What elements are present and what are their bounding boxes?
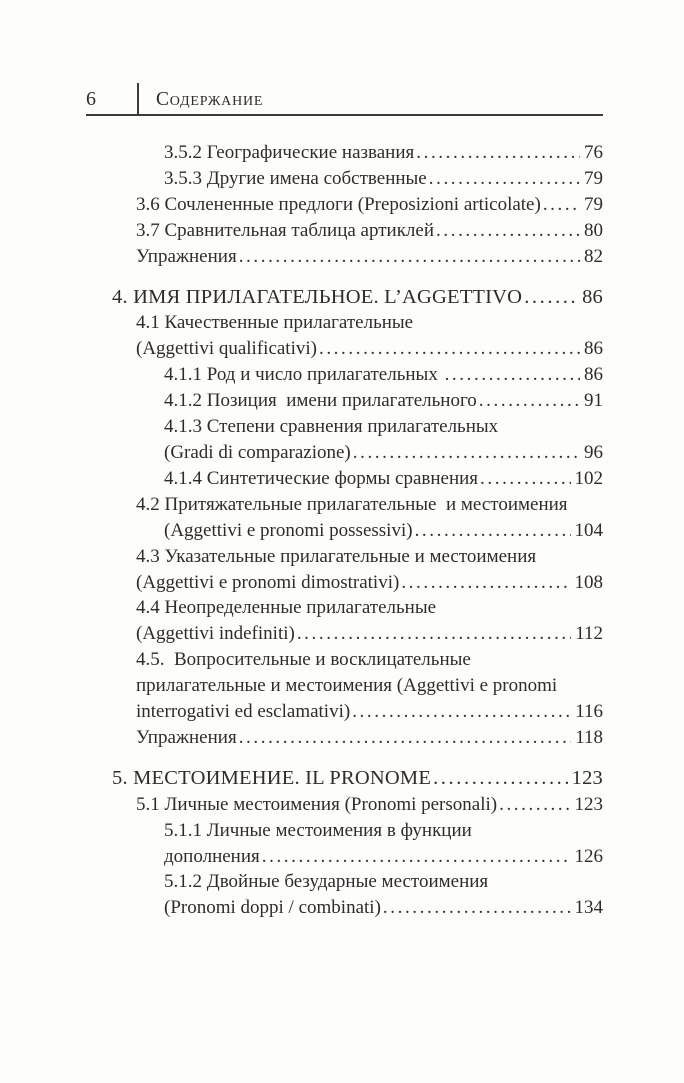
toc-page-number: 79: [584, 167, 603, 189]
toc-dots: [351, 440, 580, 466]
toc-dots: [427, 166, 580, 192]
toc-dots: [350, 699, 571, 725]
toc-entry-text: (Gradi di comparazione): [164, 441, 351, 463]
toc-entry: [86, 466, 603, 492]
toc-dots: [443, 362, 580, 388]
toc-list: [86, 140, 603, 921]
toc-page-number: 82: [584, 245, 603, 267]
toc-dots: [541, 192, 580, 218]
toc-page-number: 112: [575, 623, 603, 645]
toc-entry: [86, 336, 603, 362]
toc-entry: [86, 218, 603, 244]
toc-dots: [237, 244, 580, 270]
toc-entry-text: (Aggettivi e pronomi possessivi): [164, 519, 413, 541]
toc-entry: [86, 673, 603, 699]
toc-entry: [86, 310, 603, 336]
toc-dots: [413, 518, 571, 544]
toc-entry: [86, 792, 603, 818]
page-number: 6: [86, 88, 96, 110]
toc-dots: [478, 466, 570, 492]
toc-entry-text: 4.2 Притяжательные прилагательные и местоимения: [136, 493, 568, 515]
toc-page-number: 79: [584, 193, 603, 215]
toc-entry: [86, 166, 603, 192]
toc-dots: [431, 766, 568, 792]
toc-entry: [86, 844, 603, 870]
toc-entry: [86, 492, 603, 518]
toc-entry: [86, 766, 603, 792]
toc-page-number: 96: [584, 441, 603, 463]
toc-dots: [434, 218, 580, 244]
toc-dots: [381, 895, 571, 921]
toc-dots: [317, 336, 580, 362]
toc-entry-text: 3.7 Сравнительная таблица артиклей: [136, 219, 435, 241]
toc-page-number: 126: [574, 845, 603, 867]
toc-entry-text: 4.4 Неопределенные прилагательные: [136, 597, 437, 619]
toc-page-number: 123: [571, 766, 603, 789]
toc-dots: [414, 140, 580, 166]
toc-dots: [477, 388, 580, 414]
toc-entry-text: 5.1 Личные местоимения (Pronomi personali): [136, 793, 498, 815]
toc-page-number: 116: [575, 701, 603, 723]
toc-entry: [86, 595, 603, 621]
toc-page-number: 134: [574, 897, 603, 919]
toc-entry-text: 3.5.3 Другие имена собственные: [164, 167, 427, 189]
running-head: [86, 83, 603, 116]
toc-entry: [86, 414, 603, 440]
toc-entry-text: Упражнения: [136, 726, 237, 748]
toc-entry: [86, 895, 603, 921]
toc-entry: [86, 699, 603, 725]
toc-entry-text: дополнения: [164, 845, 260, 867]
toc-entry: [86, 362, 603, 388]
toc-page-number: 118: [575, 726, 603, 748]
page-title: Содержание: [156, 89, 264, 110]
toc-entry: [86, 244, 603, 270]
toc-entry-text: 3.6 Сочлененные предлоги (Preposizioni articolate): [136, 193, 541, 215]
toc-entry: [86, 544, 603, 570]
toc-dots: [295, 621, 571, 647]
toc-entry-text: 5.1.1 Личные местоимения в функции: [164, 819, 472, 841]
toc-dots: [237, 725, 572, 751]
toc-entry-text: 4.1.2 Позиция имени прилагательного: [164, 390, 477, 412]
toc-entry: [86, 192, 603, 218]
toc-entry: [86, 725, 603, 751]
toc-entry: [86, 140, 603, 166]
toc-entry-text: 5.1.2 Двойные безударные местоимения: [164, 871, 489, 893]
toc-entry: [86, 518, 603, 544]
toc-page-number: 102: [574, 467, 603, 489]
toc-dots: [497, 792, 570, 818]
toc-entry: [86, 869, 603, 895]
toc-page-number: 123: [574, 793, 603, 815]
toc-entry-text: 5. МЕСТОИМЕНИЕ. IL PRONOME: [112, 766, 432, 789]
toc-page-number: 104: [574, 519, 603, 541]
toc-page-number: 76: [584, 142, 603, 163]
toc-entry-text: interrogativi ed esclamativi): [136, 701, 351, 723]
toc-entry-text: 4.1.4 Синтетические формы сравнения: [164, 467, 479, 489]
toc-dots: [399, 570, 570, 596]
toc-entry: [86, 570, 603, 596]
toc-entry-text: (Aggettivi qualificativi): [136, 338, 317, 360]
toc-entry-text: 4.1.1 Род и число прилагательных: [164, 364, 443, 386]
toc-page-number: 86: [584, 364, 603, 386]
toc-entry: [86, 647, 603, 673]
toc-entry-text: 3.5.2 Географические названия: [164, 142, 415, 163]
toc-entry-text: Упражнения: [136, 245, 237, 267]
toc-entry-text: (Aggettivi indefiniti): [136, 623, 295, 645]
toc-entry-text: 4.1.3 Степени сравнения прилагательных: [164, 416, 499, 438]
toc-entry: [86, 621, 603, 647]
toc-entry: [86, 285, 603, 311]
toc-page-number: 86: [582, 285, 603, 308]
toc-entry-text: 4.1 Качественные прилагательные: [136, 312, 414, 334]
toc-entry-text: прилагательные и местоимения (Aggettivi e pronomi: [136, 675, 558, 697]
toc-page-number: 80: [584, 219, 603, 241]
toc-entry-text: 4.3 Указательные прилагательные и местоимения: [136, 545, 537, 567]
toc-page-number: 86: [584, 338, 603, 360]
toc-dots: [260, 844, 571, 870]
toc-entry-text: 4.5. Вопросительные и восклицательные: [136, 649, 471, 671]
toc-entry: [86, 440, 603, 466]
toc-entry: [86, 388, 603, 414]
toc-page-number: 91: [584, 390, 603, 412]
toc-entry-text: 4. ИМЯ ПРИЛАГАТЕЛЬНОЕ. L’AGGETTIVO: [112, 285, 523, 308]
toc-entry-text: (Pronomi doppi / combinati): [164, 897, 381, 919]
toc-entry-text: (Aggettivi e pronomi dimostrativi): [136, 571, 400, 593]
toc-dots: [522, 285, 578, 311]
toc-page-number: 108: [574, 571, 603, 593]
toc-entry: [86, 818, 603, 844]
book-page: [0, 83, 684, 1083]
